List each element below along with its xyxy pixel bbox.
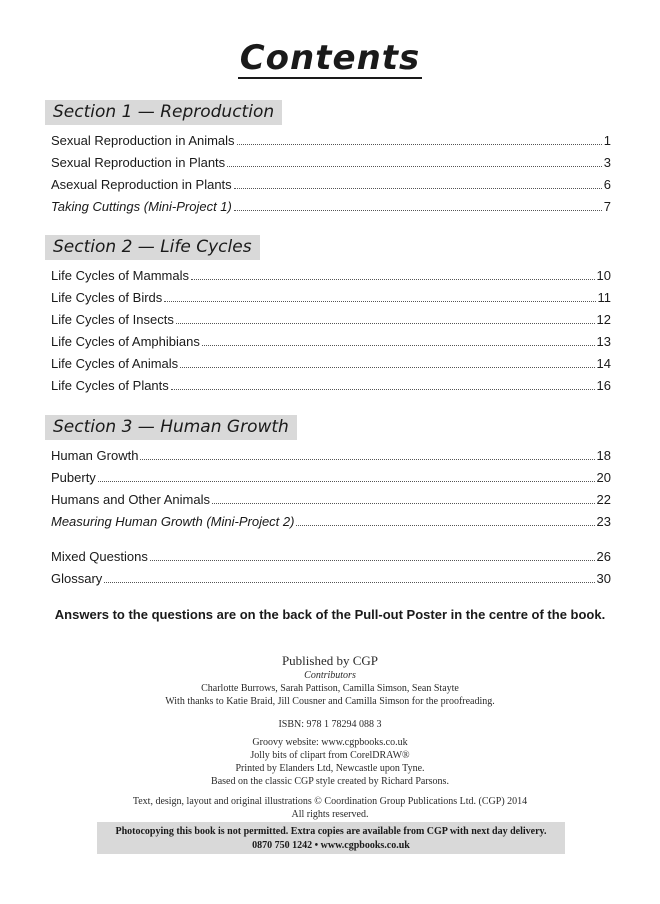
toc-entry[interactable] xyxy=(51,176,611,194)
toc-entry-page: 11 xyxy=(597,290,611,305)
footer-line-2: 0870 750 1242 • www.cgpbooks.co.uk xyxy=(252,840,410,851)
toc-entry-label: Sexual Reproduction in Plants xyxy=(51,155,226,170)
toc-entry-page: 14 xyxy=(596,356,611,371)
toc-entry-label: Life Cycles of Amphibians xyxy=(51,334,200,349)
toc-entry[interactable] xyxy=(51,333,611,351)
copyright-block xyxy=(0,795,660,821)
rights: All rights reserved. xyxy=(291,809,369,820)
leader-dots xyxy=(176,311,595,324)
toc-entry-page: 12 xyxy=(596,312,611,327)
section-1-header: Section 1 — Reproduction xyxy=(45,100,282,125)
toc-entry-label: Sexual Reproduction in Animals xyxy=(51,133,235,148)
leader-dots xyxy=(234,198,602,211)
copyright: Text, design, layout and original illustrations © Coordination Group Publications Ltd. (CGP) 2014 xyxy=(132,796,528,807)
toc-entry-page: 16 xyxy=(596,378,611,393)
printed-by: Printed by Elanders Ltd, Newcastle upon Tyne. xyxy=(235,763,425,774)
toc-entry[interactable] xyxy=(51,132,611,150)
toc-entry-label: Life Cycles of Plants xyxy=(51,378,169,393)
toc-entry[interactable] xyxy=(51,469,611,487)
toc-entry-label: Life Cycles of Animals xyxy=(51,356,179,371)
toc-entry-page: 18 xyxy=(596,448,611,463)
toc-entry-page: 10 xyxy=(596,268,611,283)
page-title-text: Contents xyxy=(239,38,421,78)
toc-entry[interactable] xyxy=(51,154,611,172)
toc-entry-page: 6 xyxy=(603,177,611,192)
toc-entry-label: Humans and Other Animals xyxy=(51,492,210,507)
toc-entry-label: Asexual Reproduction in Plants xyxy=(51,177,232,192)
toc-entry-label: Measuring Human Growth (Mini-Project 2) xyxy=(51,514,295,529)
publishing-details xyxy=(0,736,660,788)
leader-dots xyxy=(98,469,595,482)
toc-entry-label: Human Growth xyxy=(51,448,139,463)
toc-entry-label: Puberty xyxy=(51,470,96,485)
leader-dots xyxy=(234,176,602,189)
leader-dots xyxy=(104,570,594,583)
leader-dots xyxy=(227,154,602,167)
toc-entry[interactable] xyxy=(51,377,611,395)
leader-dots xyxy=(180,355,594,368)
section-2-header: Section 2 — Life Cycles xyxy=(45,235,260,260)
toc-entry-label: Life Cycles of Mammals xyxy=(51,268,189,283)
toc-entry[interactable] xyxy=(51,289,611,307)
leader-dots xyxy=(164,289,595,302)
website: Groovy website: www.cgpbooks.co.uk xyxy=(252,737,408,748)
leader-dots xyxy=(171,377,595,390)
leader-dots xyxy=(150,548,595,561)
toc-entry[interactable] xyxy=(51,513,611,531)
toc-entry[interactable] xyxy=(51,570,611,588)
toc-entry[interactable] xyxy=(51,548,611,566)
toc-entry-page: 1 xyxy=(603,133,611,148)
toc-entry-label: Mixed Questions xyxy=(51,549,148,564)
toc-entry-page: 13 xyxy=(596,334,611,349)
contributors-label: Contributors xyxy=(304,670,356,681)
section-3-header: Section 3 — Human Growth xyxy=(45,415,297,440)
published-by: Published by CGP xyxy=(281,653,379,668)
thanks: With thanks to Katie Braid, Jill Cousner and Camilla Simson for the proofreading. xyxy=(165,696,495,707)
leader-dots xyxy=(202,333,595,346)
isbn: ISBN: 978 1 78294 088 3 xyxy=(278,719,382,730)
toc-entry-page: 30 xyxy=(596,571,611,586)
page-title xyxy=(0,38,660,79)
footer-line-1: Photocopying this book is not permitted. Extra copies are available from CGP with next day delivery. xyxy=(115,826,547,837)
toc-entry-label: Life Cycles of Insects xyxy=(51,312,174,327)
style-credit: Based on the classic CGP style created by Richard Parsons. xyxy=(211,776,449,787)
toc-entry[interactable] xyxy=(51,267,611,285)
toc-entry-page: 3 xyxy=(603,155,611,170)
toc-entry-label: Taking Cuttings (Mini-Project 1) xyxy=(51,199,232,214)
contributors: Charlotte Burrows, Sarah Pattison, Camilla Simson, Sean Stayte xyxy=(201,683,459,694)
leader-dots xyxy=(212,491,595,504)
toc-entry-page: 26 xyxy=(596,549,611,564)
answers-note: Answers to the questions are on the back of the Pull-out Poster in the centre of the book. xyxy=(54,607,606,622)
footer-bar xyxy=(97,822,565,854)
clipart: Jolly bits of clipart from CorelDRAW® xyxy=(250,750,410,761)
leader-dots xyxy=(140,447,594,460)
leader-dots xyxy=(237,132,602,145)
leader-dots xyxy=(296,513,594,526)
toc-entry-page: 20 xyxy=(596,470,611,485)
toc-entry[interactable] xyxy=(51,311,611,329)
credits-block xyxy=(0,652,660,708)
toc-entry-page: 23 xyxy=(596,514,611,529)
toc-entry[interactable] xyxy=(51,198,611,216)
toc-entry-page: 22 xyxy=(596,492,611,507)
toc-entry-page: 7 xyxy=(603,199,611,214)
leader-dots xyxy=(191,267,595,280)
toc-entry-label: Glossary xyxy=(51,571,103,586)
toc-entry[interactable] xyxy=(51,491,611,509)
toc-entry[interactable] xyxy=(51,355,611,373)
toc-entry[interactable] xyxy=(51,447,611,465)
toc-entry-label: Life Cycles of Birds xyxy=(51,290,163,305)
